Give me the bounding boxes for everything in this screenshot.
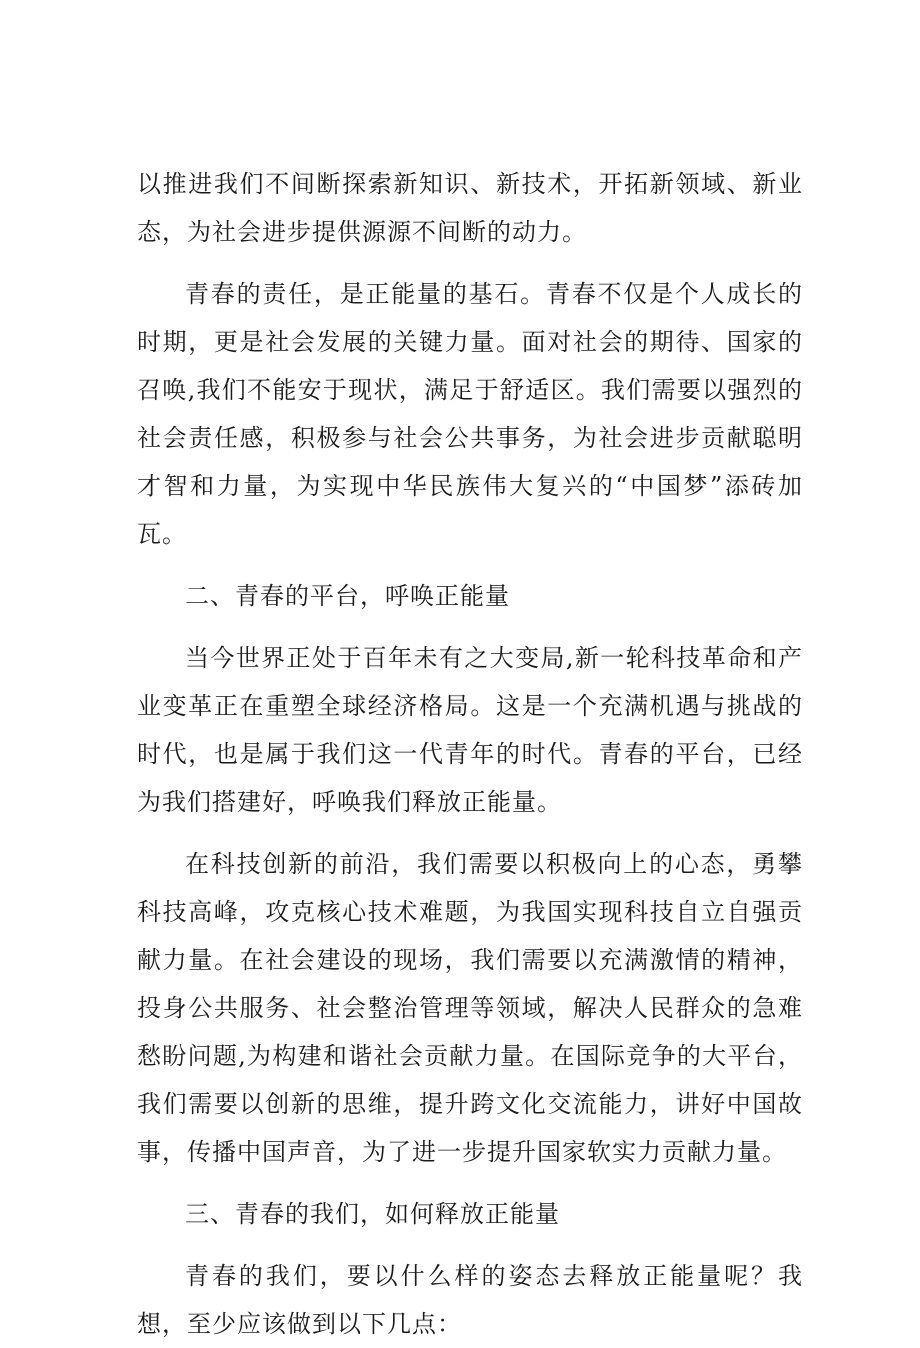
paragraph-innovation-frontier: 在科技创新的前沿，我们需要以积极向上的心态，勇攀科技高峰，攻克核心技术难题，为我国实现科技自立自强贡献力量。在社会建设的现场，我们需要以充满激情的精神，投身公共服务、社会整治管理等领域，解决人民群众的急难愁盼问题,为构建和谐社会贡献力量。在国际竞争的大平台，我们需要以创新的思维，提升跨文化交流能力，讲好中国故事，传播中国声音，为了进一步提升国家软实力贡献力量。	[137, 850, 803, 1166]
paragraph-youth-responsibility: 青春的责任，是正能量的基石。青春不仅是个人成长的时期，更是社会发展的关键力量。面对社会的期待、国家的召唤,我们不能安于现状，满足于舒适区。我们需要以强烈的社会责任感，积极参与社会公共事务，为社会进步贡献聪明才智和力量，为实现中华民族伟大复兴的“中国梦”添砖加瓦。	[137, 280, 803, 548]
section-heading-3: 三、青春的我们，如何释放正能量	[185, 1200, 560, 1228]
document-body	[137, 160, 803, 1348]
paragraph-continuation: 以推进我们不间断探索新知识、新技术，开拓新领域、新业态，为社会进步提供源源不间断的动力。	[137, 170, 803, 246]
paragraph-how-to-release: 青春的我们，要以什么样的姿态去释放正能量呢？我想，至少应该做到以下几点：	[137, 1262, 803, 1338]
section-heading-2: 二、青春的平台，呼唤正能量	[185, 582, 510, 610]
paragraph-era-platform: 当今世界正处于百年未有之大变局,新一轮科技革命和产业变革正在重塑全球经济格局。这是一个充满机遇与挑战的时代，也是属于我们这一代青年的时代。青春的平台，已经为我们搭建好，呼唤我们释放正能量。	[137, 644, 803, 816]
